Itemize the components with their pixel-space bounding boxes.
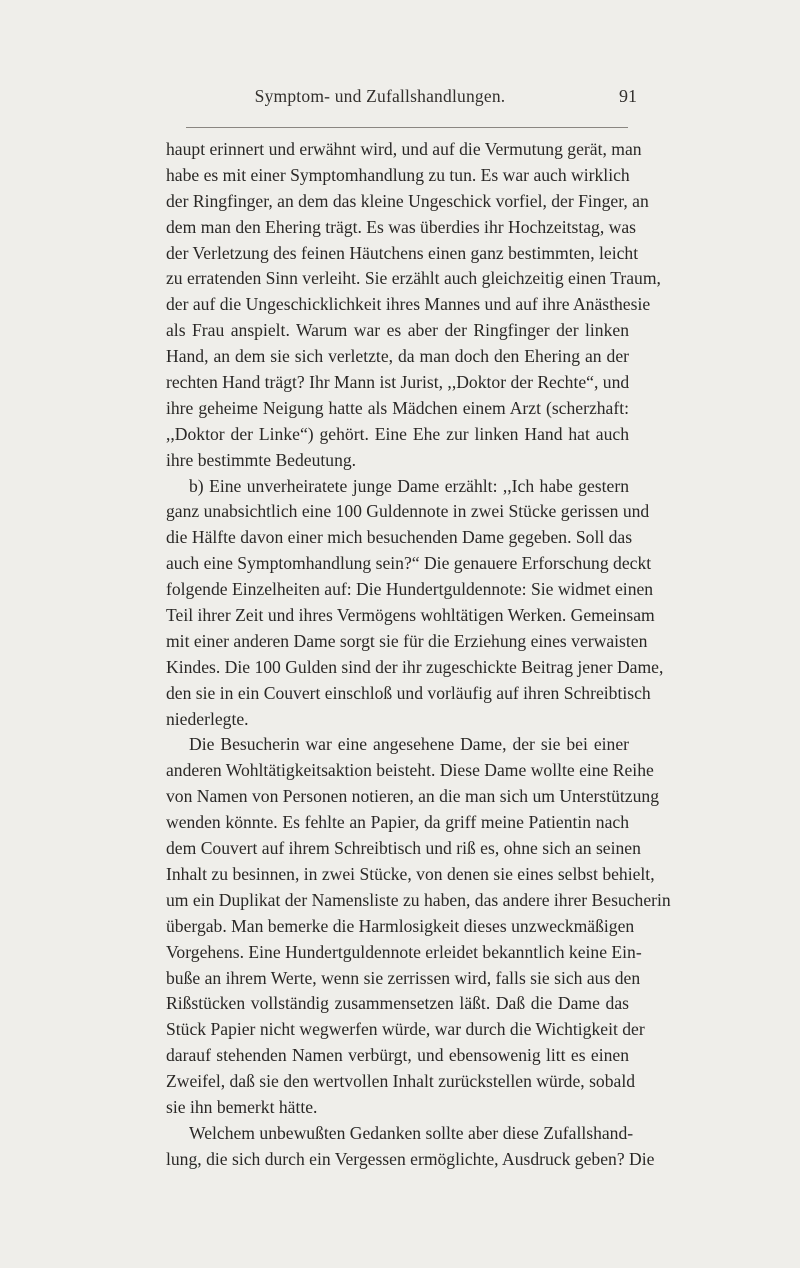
text-line: lung, die sich durch ein Vergessen ermöglichte, Ausdruck geben? Die <box>166 1148 655 1169</box>
text-line: Zweifel, daß sie den wertvollen Inhalt zurückstellen würde, sobald <box>166 1071 636 1092</box>
text-line: wenden könnte. Es fehlte an Papier, da griff meine Patientin nach <box>166 812 629 833</box>
text-line: haupt erinnert und erwähnt wird, und auf die Vermutung gerät, man <box>166 139 642 159</box>
text-line: dem Couvert auf ihrem Schreibtisch und riß es, ohne sich an seinen <box>166 838 641 859</box>
text-line: der Verletzung des feinen Häutchens einen ganz bestimmten, leicht <box>166 242 639 263</box>
text-line: darauf stehenden Namen verbürgt, und ebensowenig litt es einen <box>166 1045 629 1066</box>
text-line: habe es mit einer Symptomhandlung zu tun. Es war auch wirklich <box>166 164 630 185</box>
paragraph-start-line: Welchem unbewußten Gedanken sollte aber diese Zufallshand- <box>189 1122 634 1143</box>
text-line: der auf die Ungeschicklichkeit ihres Mannes und auf ihre Anästhesie <box>166 294 651 315</box>
header-rule <box>186 127 628 128</box>
text-line: ganz unabsichtlich eine 100 Guldennote in zwei Stücke gerissen und <box>166 501 650 522</box>
text-line: ,,Doktor der Linke“) gehört. Eine Ehe zur linken Hand hat auch <box>166 423 629 444</box>
page-number: 91 <box>619 86 637 106</box>
text-line: anderen Wohltätigkeitsaktion beisteht. Diese Dame wollte eine Reihe <box>166 760 654 781</box>
text-line: zu erratenden Sinn verleiht. Sie erzählt auch gleichzeitig einen Traum, <box>166 268 661 289</box>
paragraph-start-line: b) Eine unverheiratete junge Dame erzählt: ,,Ich habe gestern <box>189 475 629 496</box>
text-line: als Frau anspielt. Warum war es aber der Ringfinger der linken <box>166 320 629 341</box>
text-line: dem man den Ehering trägt. Es was überdies ihr Hochzeitstag, was <box>166 216 637 237</box>
text-line: von Namen von Personen notieren, an die man sich um Unterstützung <box>166 786 660 807</box>
text-line: Inhalt zu besinnen, in zwei Stücke, von denen sie eines selbst behielt, <box>166 863 655 884</box>
text-line: Stück Papier nicht wegwerfen würde, war durch die Wichtigkeit der <box>166 1019 645 1040</box>
running-title: Symptom- und Zufallshandlungen. <box>254 86 506 106</box>
text-line: folgende Einzelheiten auf: Die Hundertguldennote: Sie widmet einen <box>166 579 654 600</box>
text-line: übergab. Man bemerke die Harmlosigkeit dieses unzweckmäßigen <box>166 915 635 936</box>
text-line: auch eine Symptomhandlung sein?“ Die genauere Erforschung deckt <box>166 553 652 574</box>
text-line: die Hälfte davon einer mich besuchenden Dame gegeben. Soll das <box>166 527 633 548</box>
paragraph-end-line: niederlegte. <box>166 708 249 729</box>
text-line: Vorgehens. Eine Hundertguldennote erleidet bekanntlich keine Ein- <box>166 941 642 962</box>
text-line: Hand, an dem sie sich verletzte, da man doch den Ehering an der <box>166 346 629 367</box>
running-head <box>0 86 800 116</box>
text-line: den sie in ein Couvert einschloß und vorläufig auf ihren Schreibtisch <box>166 682 651 703</box>
text-line: der Ringfinger, an dem das kleine Ungeschick vorfiel, der Finger, an <box>166 190 649 211</box>
text-line: rechten Hand trägt? Ihr Mann ist Jurist, ,,Doktor der Rechte“, und <box>166 372 630 393</box>
text-line: Rißstücken vollständig zusammensetzen läßt. Daß die Dame das <box>166 993 629 1014</box>
text-line: Kindes. Die 100 Gulden sind der ihr zugeschickte Beitrag jener Dame, <box>166 656 664 677</box>
text-line: mit einer anderen Dame sorgt sie für die Erziehung eines verwaisten <box>166 630 648 651</box>
text-line: um ein Duplikat der Namensliste zu haben, das andere ihrer Besucherin <box>166 889 671 910</box>
body-text <box>166 137 671 1173</box>
text-line: buße an ihrem Werte, wenn sie zerrissen wird, falls sie sich aus den <box>166 967 641 988</box>
paragraph-end-line: ihre bestimmte Bedeutung. <box>166 449 357 470</box>
text-line: ihre geheime Neigung hatte als Mädchen einem Arzt (scherzhaft: <box>166 397 629 418</box>
paragraph-end-line: sie ihn bemerkt hätte. <box>166 1096 318 1117</box>
text-line: Teil ihrer Zeit und ihres Vermögens wohltätigen Werken. Gemeinsam <box>166 605 655 626</box>
paragraph-start-line: Die Besucherin war eine angesehene Dame, der sie bei einer <box>189 734 629 755</box>
